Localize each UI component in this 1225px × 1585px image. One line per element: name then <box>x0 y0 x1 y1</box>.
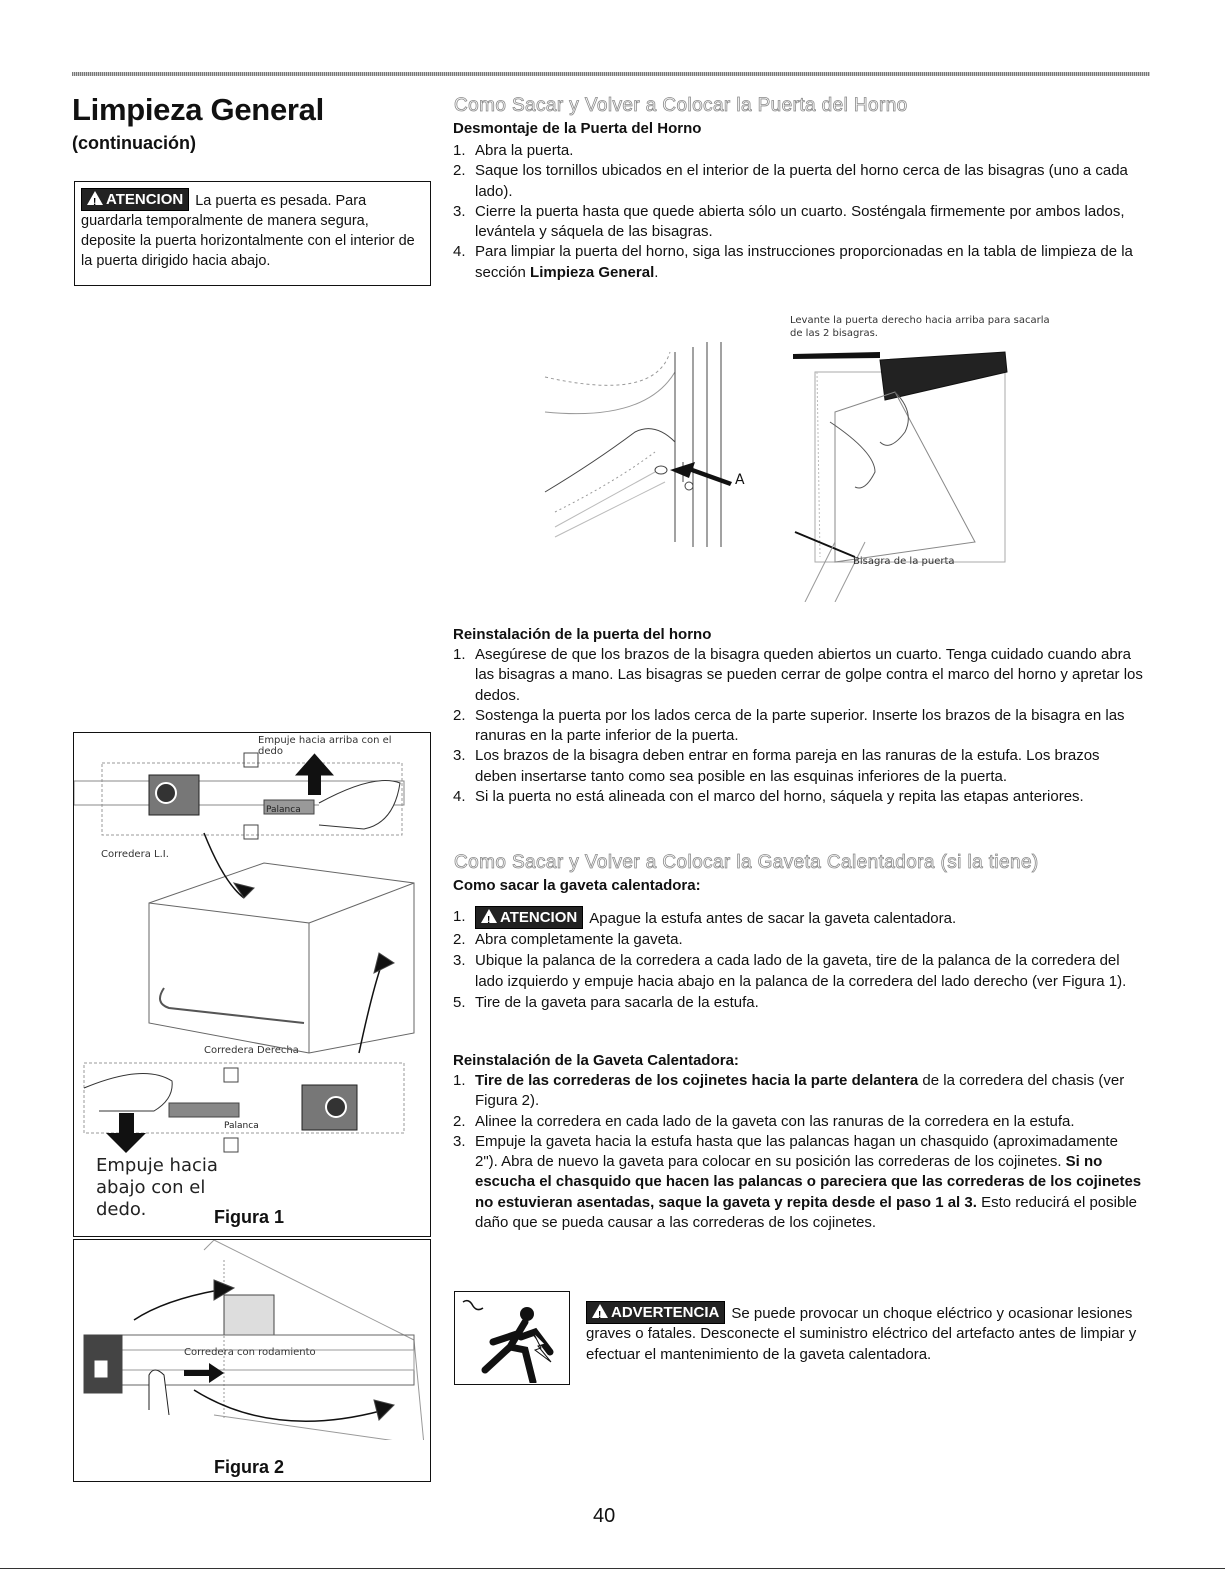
caution-text: La puerta es pesada. Para guardarla temporalmente de manera segura, deposite la puerta horizontalmente con el interior de la puerta dirigido hacia abajo. <box>81 193 415 269</box>
door-removal-step <box>453 242 1143 283</box>
door-removal-title: Desmontaje de la Puerta del Horno <box>453 120 702 137</box>
step-text: Cierre la puerta hasta que quede abierta sólo un cuarto. Sosténgala firmemente por ambos lados, levántela y sáquela de las bisagras. <box>475 202 1125 241</box>
step-text: Para limpiar la puerta del horno, siga las instrucciones proporcionadas en la tabla de limpieza de la sección Limpieza General. <box>475 243 1133 281</box>
door-removal-step <box>453 141 1143 161</box>
figure-1 <box>73 732 431 1237</box>
page-subtitle: (continuación) <box>72 133 196 153</box>
door-removal-steps <box>453 141 1143 283</box>
fig1-lever-bottom-label: Palanca <box>224 1121 259 1131</box>
step-text: Asegúrese de que los brazos de la bisagra queden abiertos un cuarto. Tenga cuidado cuando abra las bisagras a mano. Las bisagras se pueden cerrar de golpe contra el marco del horno y apretar los dedos. <box>475 646 1143 704</box>
page-number: 40 <box>593 1505 616 1527</box>
step-number: 1. <box>453 1072 466 1089</box>
step-number: 5. <box>453 994 466 1011</box>
fig1-right-slide-label: Corredera Derecha <box>204 1045 299 1056</box>
label-door-hinge: Bisagra de la puerta <box>853 556 955 567</box>
step-text: Tire de la gaveta para sacarla de la estufa. <box>475 994 759 1011</box>
step-number: 2. <box>453 706 466 724</box>
door-reinstall-step <box>453 645 1143 706</box>
door-reinstall-step <box>453 706 1143 747</box>
step-text: Si la puerta no está alineada con el marco del horno, sáquela y repita las etapas anteriores. <box>475 788 1084 806</box>
step-text: Tire de las correderas de los cojinetes hacia la parte delantera de la corredera del chasis (ver Figura 2). <box>475 1072 1125 1110</box>
drawer-reinstall-steps <box>453 1071 1143 1233</box>
door-reinstall-step <box>453 746 1143 787</box>
door-reinstall-steps <box>453 645 1143 807</box>
step-text: ! ATENCION Apague la estufa antes de sacar la gaveta calentadora. <box>475 910 956 927</box>
step-number: 4. <box>453 243 466 261</box>
caution-box <box>74 181 431 286</box>
drawer-remove-step <box>453 906 1143 929</box>
drawer-remove-title: Como sacar la gaveta calentadora: <box>453 877 701 894</box>
drawer-reinstall-step <box>453 1112 1143 1132</box>
step-text: Ubique la palanca de la corredera a cada lado de la gaveta, tire de la palanca de la corredera del lado izquierdo y empuje hacia abajo en la palanca de la corredera del lado derecho (ver Figura 1). <box>475 952 1127 990</box>
figure-1-caption: Figura 1 <box>214 1207 285 1227</box>
drawer-reinstall-title: Reinstalación de la Gaveta Calentadora: <box>453 1052 739 1069</box>
electric-shock-box <box>454 1291 570 1385</box>
step-text: Los brazos de la bisagra deben entrar en forma pareja en las ranuras de la estufa. Los brazos deben insertarse tanto como sea posible en las esquinas inferiores de la puerta. <box>475 747 1100 785</box>
drawer-remove-step <box>453 992 1143 1013</box>
warning-badge: !ADVERTENCIA <box>586 1301 725 1324</box>
door-reinstall-title: Reinstalación de la puerta del horno <box>453 626 712 643</box>
electric-shock-icon <box>455 1292 568 1383</box>
step-text: Abra la puerta. <box>475 142 574 159</box>
label-a: A <box>735 472 745 488</box>
door-reinstall-step <box>453 787 1143 807</box>
step-text: Alinee la corredera en cada lado de la gaveta con las ranuras de la corredera en la estufa. <box>475 1112 1075 1130</box>
step-number: 3. <box>453 1132 466 1150</box>
door-removal-step <box>453 161 1143 202</box>
figure-1-illustration <box>74 733 430 1173</box>
drawer-section-heading: Como Sacar y Volver a Colocar la Gaveta Calentadora (si la tiene) <box>454 852 1039 873</box>
step-text: Empuje la gaveta hacia la estufa hasta que las palancas hagan un chasquido (aproximadamente 2"). Abra de nuevo la gaveta para colocar en su posición las correderas de los cojinetes. Si no escucha el chasquido que hacen las palancas o pareciera que las correderas de los cojinetes no estuvieran asentadas, saque la gaveta y repita desde el paso 1 al 3. Esto reducirá el posible daño que se pueda causar a las correderas de los cojinetes. <box>475 1132 1142 1232</box>
door-section-heading: Como Sacar y Volver a Colocar la Puerta del Horno <box>454 95 908 116</box>
step-number: 1. <box>453 142 466 159</box>
bottom-rule <box>0 1568 1225 1569</box>
fig1-left-slide-label: Corredera L.I. <box>101 849 169 860</box>
drawer-remove-step <box>453 929 1143 950</box>
door-hinge-illustration <box>535 312 1035 602</box>
step-number: 2. <box>453 931 466 948</box>
step-number: 3. <box>453 202 466 220</box>
drawer-reinstall-step <box>453 1071 1143 1112</box>
fig1-push-down-label: Empuje hacia abajo con el dedo. <box>96 1155 218 1220</box>
step-text: Sostenga la puerta por los lados cerca de la parte superior. Inserte los brazos de la bisagra en las ranuras en la parte inferior de la puerta. <box>475 706 1125 745</box>
step-number: 4. <box>453 788 466 806</box>
drawer-remove-steps <box>453 906 1143 1013</box>
figure-2 <box>73 1239 431 1482</box>
step-text: Saque los tornillos ubicados en el interior de la puerta del horno cerca de las bisagras (uno a cada lado). <box>475 162 1128 200</box>
step-number: 1. <box>453 908 466 925</box>
fig1-push-up-label: Empuje hacia arriba con el dedo <box>258 735 392 757</box>
step-number: 2. <box>453 1112 466 1130</box>
caution-badge: !ATENCION <box>81 188 189 211</box>
fig1-lever-top-label: Palanca <box>266 805 301 815</box>
fig2-bearing-slide-label: Corredera con rodamiento <box>184 1347 316 1358</box>
step-number: 2. <box>453 162 466 180</box>
top-rule <box>72 72 1150 76</box>
warning-triangle-icon <box>592 1304 608 1318</box>
step-number: 1. <box>453 646 466 663</box>
drawer-reinstall-step <box>453 1132 1143 1233</box>
drawer-remove-step <box>453 950 1143 992</box>
door-lift-callout: Levante la puerta derecho hacia arriba para sacarla de las 2 bisagras. <box>790 315 1050 339</box>
step-number: 3. <box>453 747 466 765</box>
electric-warning <box>586 1301 1146 1365</box>
door-figure <box>535 312 1050 602</box>
page-title: Limpieza General <box>72 92 324 127</box>
figure-2-caption: Figura 2 <box>214 1457 285 1477</box>
warning-text: Se puede provocar un choque eléctrico y ocasionar lesiones graves o fatales. Desconecte el suministro eléctrico del artefacto antes de limpiar y efectuar el mantenimiento de la gaveta calentadora. <box>586 1305 1137 1363</box>
step-number: 3. <box>453 952 466 969</box>
door-removal-step <box>453 202 1143 243</box>
warning-triangle-icon <box>87 191 103 205</box>
step-text: Abra completamente la gaveta. <box>475 931 683 948</box>
figure-2-illustration <box>74 1240 430 1440</box>
